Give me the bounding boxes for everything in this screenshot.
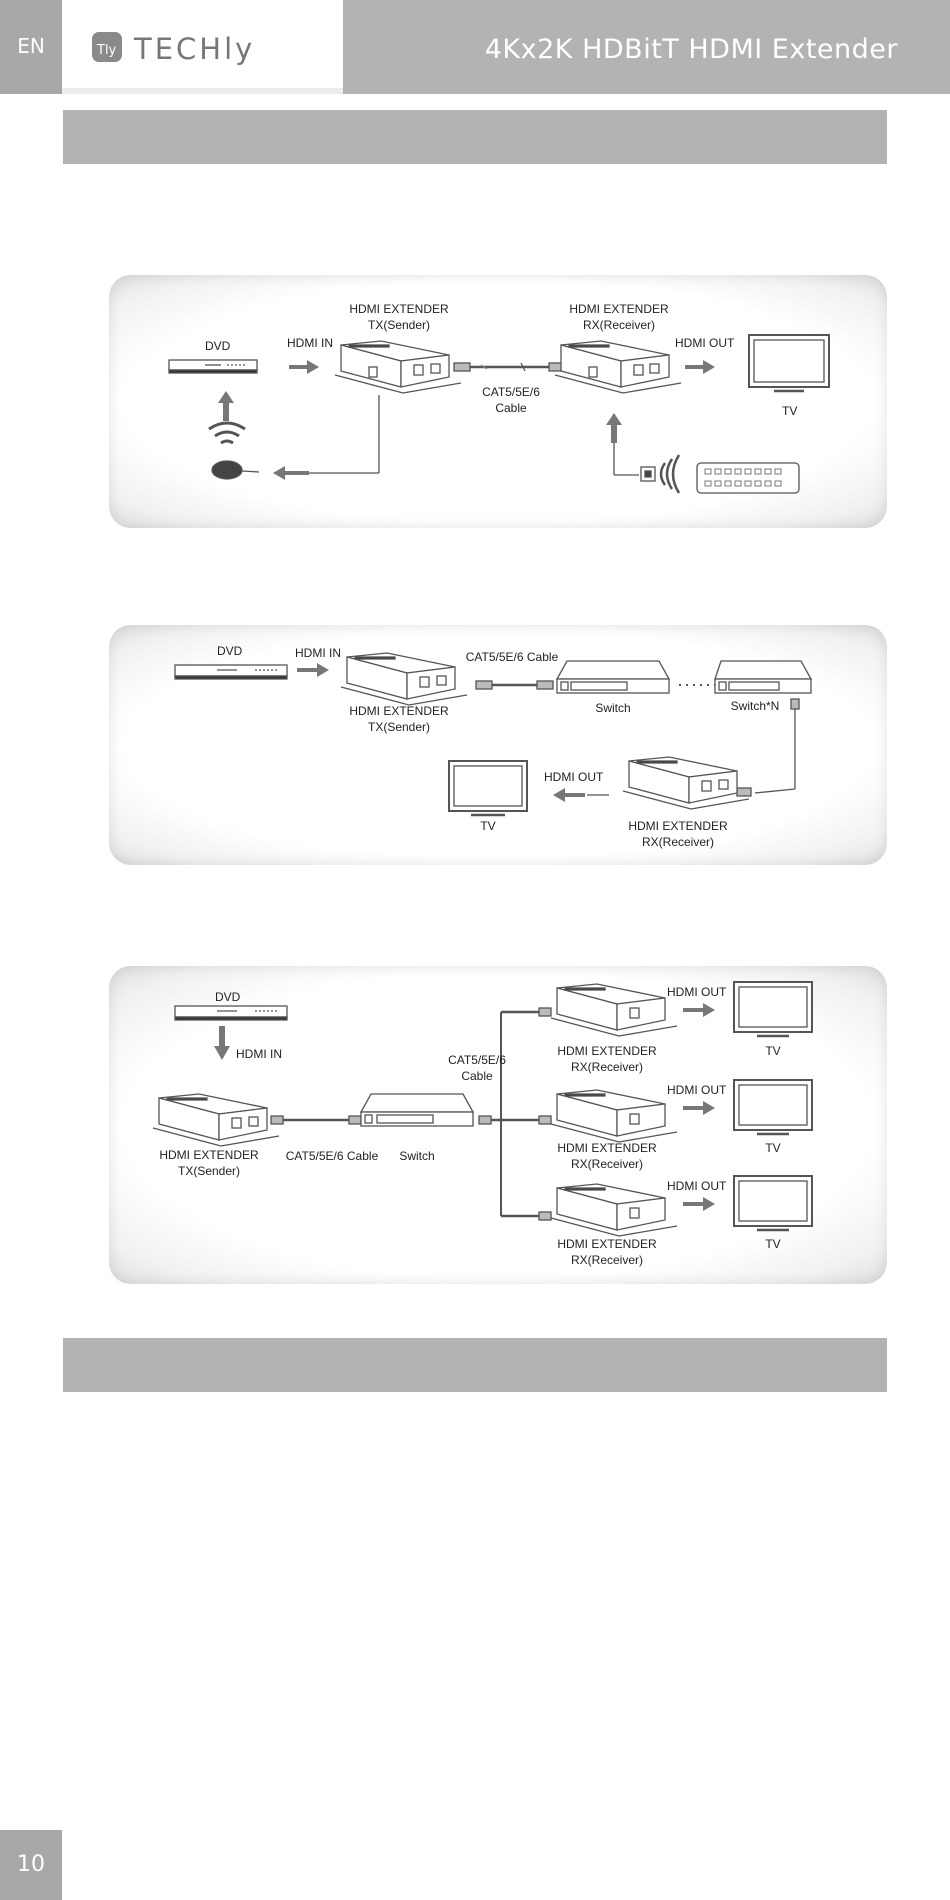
cable-icon	[454, 363, 565, 371]
cable-label: CAT5/5E/6 Cable	[285, 1149, 379, 1163]
tx-extender-icon	[335, 341, 461, 393]
arrow-hdmi-in	[289, 360, 319, 374]
rx-label-1-line1: HDMI EXTENDER	[557, 1044, 657, 1058]
dvd-label: DVD	[217, 644, 243, 658]
switch-icon	[557, 661, 669, 693]
cable-label: CAT5/5E/6 Cable	[465, 650, 559, 664]
dvd-player-icon	[169, 360, 257, 373]
tv-icon-3	[734, 1176, 812, 1230]
arrow-rx-up	[606, 413, 622, 443]
arrow-hdmi-out	[685, 360, 715, 374]
hdmi-out-label-3: HDMI OUT	[667, 1179, 727, 1193]
rx-label-line2: RX(Receiver)	[641, 835, 714, 849]
tv-label: TV	[480, 819, 496, 833]
switch-n-label: Switch*N	[730, 699, 780, 713]
diagram-panel-ir-setup	[109, 275, 887, 528]
page-number: 10	[17, 1852, 45, 1877]
tx-extender-icon	[153, 1094, 279, 1146]
tx-label-line1: HDMI EXTENDER	[349, 704, 449, 718]
rx-label-line2: RX(Receiver)	[582, 318, 655, 332]
cable-icon	[271, 1116, 361, 1124]
rx-label-3-line1: HDMI EXTENDER	[557, 1237, 657, 1251]
brand-logo	[62, 0, 343, 94]
brand-name: TECHly	[134, 32, 256, 66]
cable-label-line1: CAT5/5E/6	[482, 385, 540, 399]
tx-label-line2: TX(Sender)	[367, 318, 431, 332]
diagram-panel-multi-receiver	[109, 966, 887, 1284]
language-tab	[0, 0, 62, 94]
dvd-player-icon	[175, 1006, 287, 1020]
remote-control-icon	[697, 463, 799, 493]
ir-receiver-icon	[209, 423, 259, 479]
rx-label-2-line2: RX(Receiver)	[570, 1157, 643, 1171]
rx-label-3-line2: RX(Receiver)	[570, 1253, 643, 1267]
cable-icon	[476, 681, 553, 689]
cable2-label-line2: Cable	[461, 1069, 493, 1083]
tv-icon	[749, 335, 829, 391]
section-header-band-2	[63, 1338, 887, 1392]
rx-label-1-line2: RX(Receiver)	[570, 1060, 643, 1074]
diagram-panel-switch-chain	[109, 625, 887, 865]
brand-mark-text: Tly	[97, 43, 117, 58]
dvd-player-icon	[175, 665, 287, 679]
hdmi-out-label-2: HDMI OUT	[667, 1083, 727, 1097]
hdmi-in-label: HDMI IN	[236, 1047, 282, 1061]
hdmi-in-label: HDMI IN	[287, 336, 333, 350]
tx-extender-icon	[341, 653, 467, 705]
dvd-label: DVD	[215, 990, 241, 1004]
arrow-hdmi-out-2	[683, 1101, 715, 1115]
page-number-tab	[0, 1830, 62, 1900]
rx-extender-icon-3	[551, 1184, 677, 1236]
arrow-return	[273, 466, 309, 480]
rx-extender-icon-2	[551, 1090, 677, 1142]
techly-logo-icon	[62, 0, 343, 94]
tv-label-1: TV	[765, 1044, 781, 1058]
arrow-hdmi-in	[297, 663, 329, 677]
page-title: 4Kx2K HDBitT HDMI Extender	[484, 34, 898, 65]
rx-extender-icon	[555, 341, 681, 393]
rx-extender-icon-1	[551, 984, 677, 1036]
header-title-bar	[343, 0, 950, 94]
dvd-label: DVD	[205, 339, 231, 353]
hdmi-out-label: HDMI OUT	[675, 336, 735, 350]
tx-label-line1: HDMI EXTENDER	[349, 302, 449, 316]
language-label: EN	[17, 34, 45, 58]
tv-icon-2	[734, 1080, 812, 1134]
switch-icon	[361, 1094, 473, 1126]
tx-label-line2: TX(Sender)	[177, 1164, 241, 1178]
rx-extender-icon	[623, 757, 749, 809]
rx-label-line1: HDMI EXTENDER	[569, 302, 669, 316]
ir-emitter-icon	[641, 455, 679, 493]
tv-icon	[449, 761, 527, 815]
arrow-hdmi-in	[214, 1026, 230, 1060]
cable-label-line2: Cable	[495, 401, 527, 415]
arrow-ir-up	[218, 391, 234, 421]
tx-label-line2: TX(Sender)	[367, 720, 431, 734]
switch-n-icon	[715, 661, 811, 693]
cable2-label-line1: CAT5/5E/6	[448, 1053, 506, 1067]
hdmi-in-label: HDMI IN	[295, 646, 341, 660]
arrow-hdmi-out-1	[683, 1003, 715, 1017]
hdmi-out-label-1: HDMI OUT	[667, 985, 727, 999]
tv-label-3: TV	[765, 1237, 781, 1251]
rx-label-2-line1: HDMI EXTENDER	[557, 1141, 657, 1155]
tv-icon-1	[734, 982, 812, 1036]
rx-label-line1: HDMI EXTENDER	[628, 819, 728, 833]
tx-label-line1: HDMI EXTENDER	[159, 1148, 259, 1162]
switch-label: Switch	[595, 701, 631, 715]
arrow-hdmi-out-3	[683, 1197, 715, 1211]
section-header-band	[63, 110, 887, 164]
hdmi-out-label: HDMI OUT	[544, 770, 604, 784]
tv-label-2: TV	[765, 1141, 781, 1155]
switch-label: Switch	[399, 1149, 435, 1163]
tv-label: TV	[782, 404, 798, 418]
arrow-hdmi-out	[553, 788, 585, 802]
